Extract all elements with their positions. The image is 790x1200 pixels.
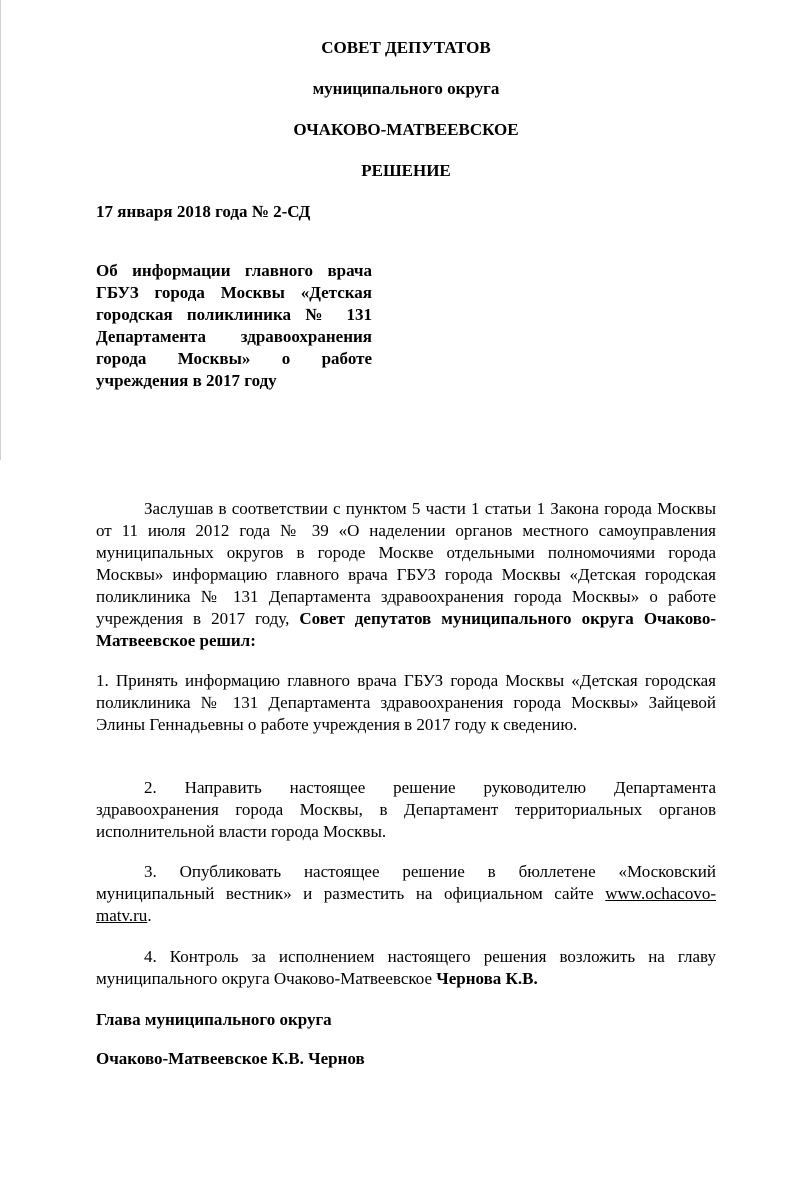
date-number-line: 17 января 2018 года № 2-СД — [96, 202, 311, 221]
item-3-end: . — [147, 906, 152, 925]
preamble-paragraph — [96, 498, 716, 652]
district-name: ОЧАКОВО-МАТВЕЕВСКОЕ — [293, 120, 519, 139]
signature-title: Глава муниципального округа — [96, 1010, 332, 1029]
council-subtitle: муниципального округа — [312, 79, 500, 98]
decision-subject: Об информации главного врача ГБУЗ города Москвы «Детская городская поликлиника № 131 Департамента здравоохранения города Москвы» о работе учреждения в 2017 году — [96, 261, 372, 390]
item-4-name: Чернова К.В. — [436, 969, 538, 988]
website-link[interactable]: www.ochacovo-matv.ru — [96, 884, 716, 925]
item-3 — [96, 861, 716, 927]
document-type: РЕШЕНИЕ — [361, 161, 451, 180]
item-4 — [96, 946, 716, 990]
page-edge — [0, 0, 1, 460]
council-title: СОВЕТ ДЕПУТАТОВ — [321, 38, 491, 57]
preamble-text: Заслушав в соответствии с пунктом 5 части 1 статьи 1 Закона города Москвы от 11 июля 2012 года № 39 «О наделении органов местного самоуправления муниципальных округов в городе Москве отдельными полномочиями города Москвы» информацию главного врача ГБУЗ города Москвы «Детская городская поликлиника № 131 Департамента здравоохранения города Москвы» о работе учреждения в 2017 году, — [96, 499, 716, 628]
item-2: 2. Направить настоящее решение руководителю Департамента здравоохранения города Москвы, в Департамент территориальных органов исполнительной власти города Москвы. — [96, 778, 716, 841]
item-4-text: 4. Контроль за исполнением настоящего решения возложить на главу муниципального округа Очаково-Матвеевское — [96, 947, 716, 988]
item-3-text: 3. Опубликовать настоящее решение в бюллетене «Московский муниципальный вестник» и разместить на официальном сайте — [96, 862, 716, 903]
signature-name: Очаково-Матвеевское К.В. Чернов — [96, 1049, 365, 1068]
item-1: 1. Принять информацию главного врача ГБУЗ города Москвы «Детская городская поликлиника № 131 Департамента здравоохранения города Москвы» Зайцевой Элины Геннадьевны о работе учреждения в 2017 году к сведению. — [96, 671, 716, 734]
preamble-resolution: Совет депутатов муниципального округа Очаково-Матвеевское решил: — [96, 609, 716, 650]
